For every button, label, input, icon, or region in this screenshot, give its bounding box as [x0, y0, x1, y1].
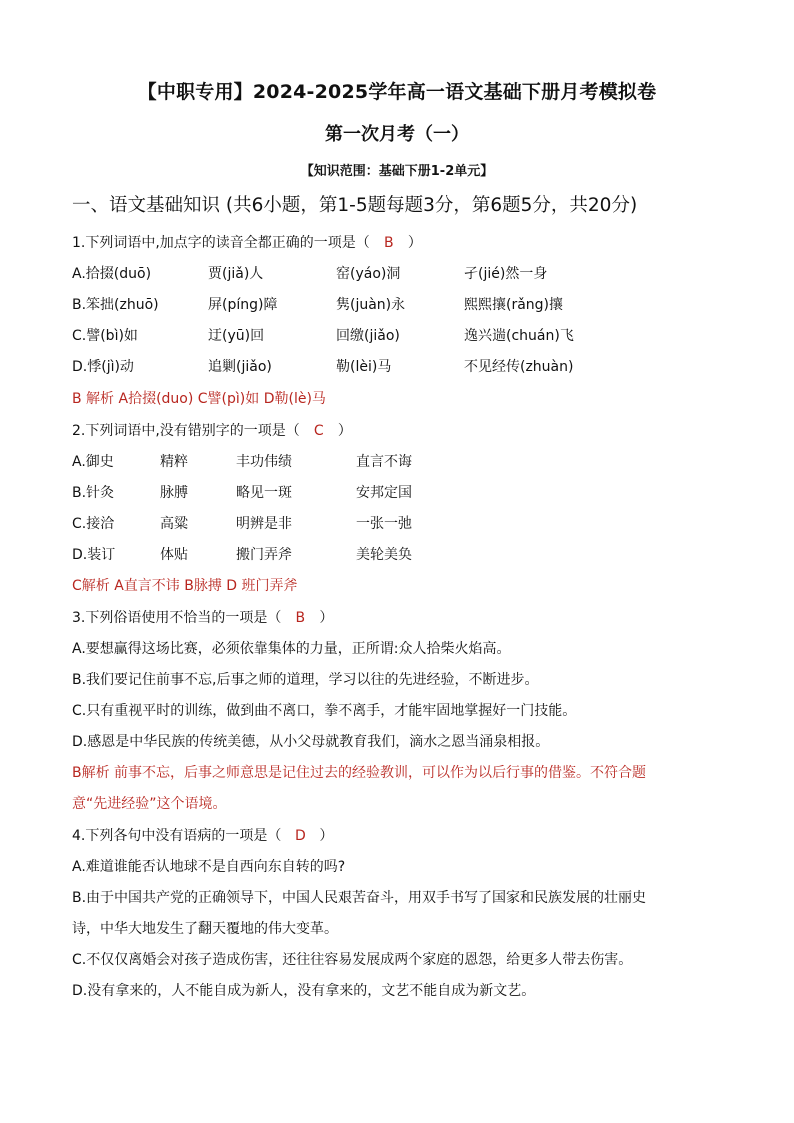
question-4-option-d: D.没有拿来的，人不能自成为新人，没有拿来的，文艺不能自成为新文艺。: [72, 983, 536, 999]
question-2-analysis: C解析 A直言不讳 B脉搏 D 班门弄斧: [72, 578, 298, 594]
knowledge-scope: 【知识范围：基础下册1-2单元】: [300, 164, 494, 179]
question-4-stem: 4.下列各句中没有语病的一项是（ D ）: [72, 828, 334, 844]
question-4-option-a: A.难道谁能否认地球不是自西向东自转的吗?: [72, 859, 346, 875]
question-1-analysis: B 解析 A拾掇(duo) C譬(pì)如 D勒(lè)马: [72, 391, 326, 407]
exam-subtitle: 第一次月考（一）: [325, 124, 469, 145]
question-4-option-b-line-1: B.由于中国共产党的正确领导下，中国人民艰苦奋斗，用双手书写了国家和民族发展的壮丽史: [72, 890, 647, 906]
question-2-stem: 2.下列词语中,没有错别字的一项是（ C ）: [72, 423, 352, 439]
question-3-analysis-line-2: 意“先进经验”这个语境。: [72, 796, 227, 812]
question-3-option-d: D.感恩是中华民族的传统美德，从小父母就教育我们，滴水之恩当涌泉相报。: [72, 734, 550, 750]
question-3-option-b: B.我们要记住前事不忘,后事之师的道理，学习以往的先进经验，不断进步。: [72, 672, 539, 688]
exam-title: 【中职专用】2024-2025学年高一语文基础下册月考模拟卷: [137, 81, 657, 103]
question-1-stem: 1.下列词语中,加点字的读音全都正确的一项是（ B ）: [72, 235, 422, 251]
question-4-option-b-line-2: 诗，中华大地发生了翻天覆地的伟大变革。: [72, 921, 338, 937]
section-heading: 一、语文基础知识 (共6小题，第1-5题每题3分，第6题5分，共20分): [72, 195, 638, 216]
question-3-option-a: A.要想赢得这场比赛，必须依靠集体的力量，正所谓:众人拾柴火焰高。: [72, 641, 511, 657]
question-3-analysis-line-1: B解析 前事不忘，后事之师意思是记住过去的经验教训，可以作为以后行事的借鉴。不符合题: [72, 765, 647, 781]
question-3-answer: B: [295, 610, 306, 626]
question-3-option-c: C.只有重视平时的训练，做到曲不离口，拳不离手，才能牢固地掌握好一门技能。: [72, 703, 577, 719]
exam-page: 【中职专用】2024-2025学年高一语文基础下册月考模拟卷 第一次月考（一） 【知识范围：基础下册1-2单元】 一、语文基础知识 (共6小题，第1-5题每题3分，第6题5分，共20分) 1.下列词语中,加点字的读音全都正确的一项是（ B ） A.拾掇(duō) 贾(jiǎ)人 窑(yáo)洞 孑(jié)然一身 B.笨拙(zhuō) 屏(píng)障 隽(juàn)永 熙熙攘(rǎng)攘 C.譬(bì)如 迂(yū)回 回缴(jiǎo) 逸兴遄(chuán)飞 D.悸(jì)动 追剿(jiǎo) 勒(lèi)马 不见经传(zhuàn) B 解析 A拾掇(duo) C譬(pì)如 D勒(lè)马 2.下列词语中,没有错别字的一项是（ C ） A.御史 精粹 丰功伟绩 直言不诲 B.针灸 脉膊 略见一斑 安邦定国 C.接洽 高粱 明辨是非 一张一弛 D.装订 体贴 搬门弄斧 美轮美奂 C解析 A直言不讳 B脉搏 D 班门弄斧 3.下列俗语使用不恰当的一项是（ B ） A.要想赢得这场比赛，必须依靠集体的力量，正所谓:众人拾柴火焰高。 B.我们要记住前事不忘,后事之师的道理，学习以往的先进经验，不断进步。 C.只有重视平时的训练，做到曲不离口，拳不离手，才能牢固地掌握好一门技能。 D.感恩是中华民族的传统美德，从小父母就教育我们，滴水之恩当涌泉相报。 B解析 前事不忘，后事之师意思是记住过去的经验教训，可以作为以后行事的借鉴。不符合题 意“先进经验”这个语境。 4.下列各句中没有语病的一项是（ D ） A.难道谁能否认地球不是自西向东自转的吗? B.由于中国共产党的正确领导下，中国人民艰苦奋斗，用双手书写了国家和民族发展的壮丽史 诗，中华大地发生了翻天覆地的伟大变革。 C.不仅仅离婚会对孩子造成伤害，还往往容易发展成两个家庭的恩怨，给更多人带去伤害。 D.没有拿来的，人不能自成为新人，没有拿来的，文艺不能自成为新文艺。: [0, 0, 794, 1123]
question-4-option-c: C.不仅仅离婚会对孩子造成伤害，还往往容易发展成两个家庭的恩怨，给更多人带去伤害。: [72, 952, 633, 968]
question-4-answer: D: [294, 828, 306, 844]
question-1-answer: B: [384, 235, 394, 251]
question-2-answer: C: [313, 423, 324, 439]
question-3-stem: 3.下列俗语使用不恰当的一项是（ B ）: [72, 610, 334, 626]
